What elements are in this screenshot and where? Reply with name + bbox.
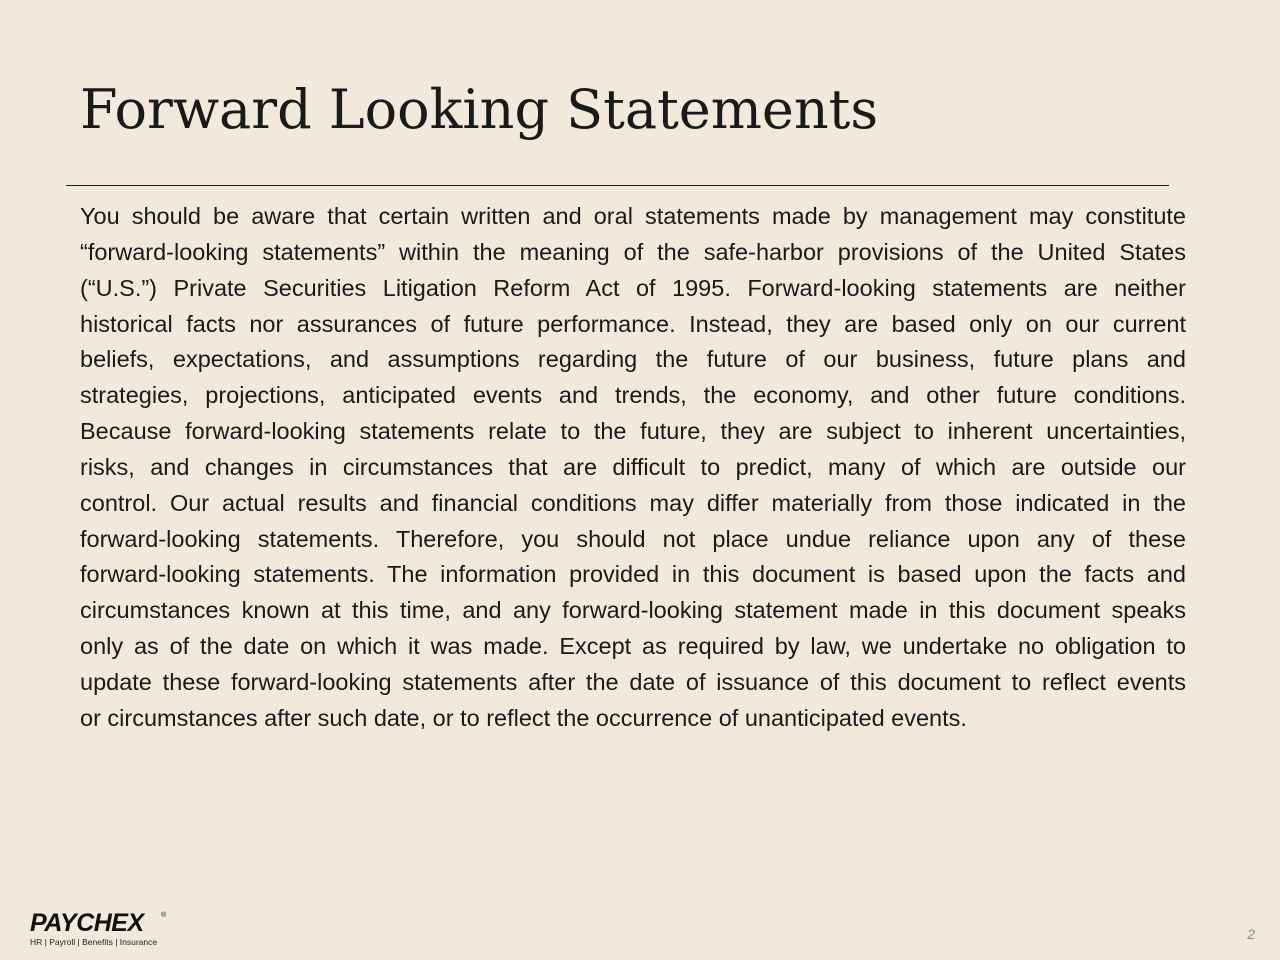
title-divider (66, 185, 1169, 186)
paragraph-line: Because forward-looking statements relate to the future, they are subject to inherent uncertainties, (80, 418, 1186, 445)
logo-wordmark: PAYCHEX (30, 909, 144, 937)
paragraph-line: You should be aware that certain written and oral statements made by management may constitute (80, 203, 1186, 229)
paragraph-line: update these forward-looking statements after the date of issuance of this document to reflect events (80, 668, 1186, 695)
slide-title: Forward Looking Statements (80, 78, 879, 141)
logo-tagline: HR | Payroll | Benefits | Insurance (30, 937, 158, 947)
paragraph-line: strategies, projections, anticipated events and trends, the economy, and other future conditions. (80, 382, 1186, 409)
paragraph-line: circumstances known at this time, and any forward-looking statement made in this document speaks (80, 597, 1186, 624)
paragraph-line: forward-looking statements. The information provided in this document is based upon the facts and (80, 561, 1186, 588)
paragraph-line: only as of the date on which it was made. Except as required by law, we undertake no obligation to (80, 633, 1186, 660)
paragraph-line: or circumstances after such date, or to reflect the occurrence of unanticipated events. (80, 704, 967, 731)
paragraph-line: (“U.S.”) Private Securities Litigation Reform Act of 1995. Forward-looking statements are neither (80, 274, 1186, 301)
page-number: 2 (1247, 926, 1255, 942)
paragraph-line: beliefs, expectations, and assumptions regarding the future of our business, future plans and (80, 346, 1186, 373)
registered-mark: ® (161, 912, 167, 919)
paragraph-line: historical facts nor assurances of future performance. Instead, they are based only on our current (80, 310, 1186, 337)
paragraph-line: “forward-looking statements” within the meaning of the safe-harbor provisions of the United States (80, 238, 1186, 265)
paragraph-line: risks, and changes in circumstances that are difficult to predict, many of which are outside our (80, 453, 1186, 480)
paragraph-line: control. Our actual results and financial conditions may differ materially from those indicated in the (80, 489, 1186, 516)
paychex-logo (30, 910, 190, 950)
paragraph-line: forward-looking statements. Therefore, you should not place undue reliance upon any of these (80, 525, 1186, 552)
disclaimer-paragraph (80, 199, 1186, 737)
